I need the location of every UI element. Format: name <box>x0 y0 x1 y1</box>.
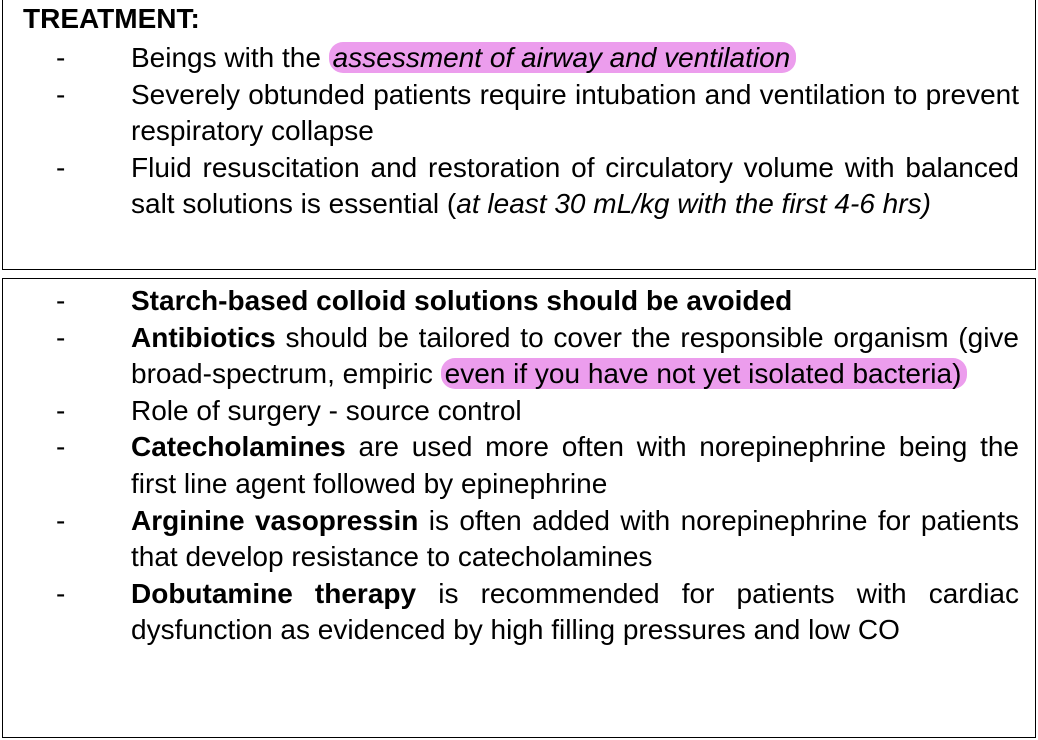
item-text <box>131 320 1019 393</box>
highlighted-text: even if you have not yet isolated bacteria) <box>441 358 968 389</box>
section-title: TREATMENT: <box>23 3 200 34</box>
item-text-plain: Beings with the <box>131 42 329 73</box>
item-text-plain: are used more often with norepinephrine being the first line agent followed by epinephrine <box>131 431 1019 499</box>
list-item <box>3 503 1035 576</box>
treatment-box-bottom <box>2 278 1036 738</box>
list-item <box>3 576 1035 649</box>
bullet-dash: - <box>56 151 66 183</box>
item-text: Role of surgery - source control <box>131 394 522 426</box>
bullet-dash: - <box>56 504 66 536</box>
list-item <box>3 150 1035 223</box>
highlighted-text: assessment of airway and ventilation <box>329 42 797 73</box>
item-text-bold: Antibiotics <box>131 321 276 353</box>
item-text-bold: Arginine vasopressin <box>131 504 419 536</box>
item-text-italic: at least 30 mL/kg with the first 4-6 hrs) <box>456 188 931 220</box>
item-text <box>131 283 1019 320</box>
bullet-list <box>3 283 1035 649</box>
item-text-plain: should be tailored to cover the responsible organism (give broad-spectrum, empiric <box>131 321 1019 390</box>
bullet-dash: - <box>56 577 66 609</box>
treatment-box-top <box>2 0 1036 270</box>
bullet-dash: - <box>56 285 66 316</box>
bullet-dash: - <box>56 431 66 463</box>
bullet-dash: - <box>56 394 66 426</box>
item-text: Severely obtunded patients require intubation and ventilation to prevent respiratory collapse <box>131 78 1019 147</box>
bullet-dash: - <box>56 78 66 110</box>
bullet-list <box>3 40 1035 223</box>
list-item <box>3 429 1035 502</box>
item-text-plain: Fluid resuscitation and restoration of circulatory volume with balanced salt solutions is essential ( <box>131 151 1019 220</box>
item-text-bold: Catecholamines <box>131 431 346 463</box>
list-item <box>3 40 1035 77</box>
bullet-dash: - <box>56 42 66 73</box>
list-item <box>3 77 1035 150</box>
item-text <box>131 503 1019 576</box>
bullet-dash: - <box>56 321 66 353</box>
list-item <box>3 283 1035 320</box>
item-text-plain: is often added with norepinephrine for patients that develop resistance to catecholamines <box>131 504 1019 573</box>
item-text-bold: Dobutamine therapy <box>131 577 417 609</box>
item-text <box>131 150 1019 223</box>
item-text-bold: Starch-based colloid solutions should be avoided <box>131 285 793 316</box>
item-text-plain: is recommended for patients with cardiac dysfunction as evidenced by high filling pressures and low CO <box>131 577 1019 646</box>
list-item <box>3 320 1035 393</box>
list-item <box>3 393 1035 430</box>
item-text <box>131 40 1019 77</box>
item-text <box>131 576 1019 649</box>
item-text <box>131 429 1019 502</box>
